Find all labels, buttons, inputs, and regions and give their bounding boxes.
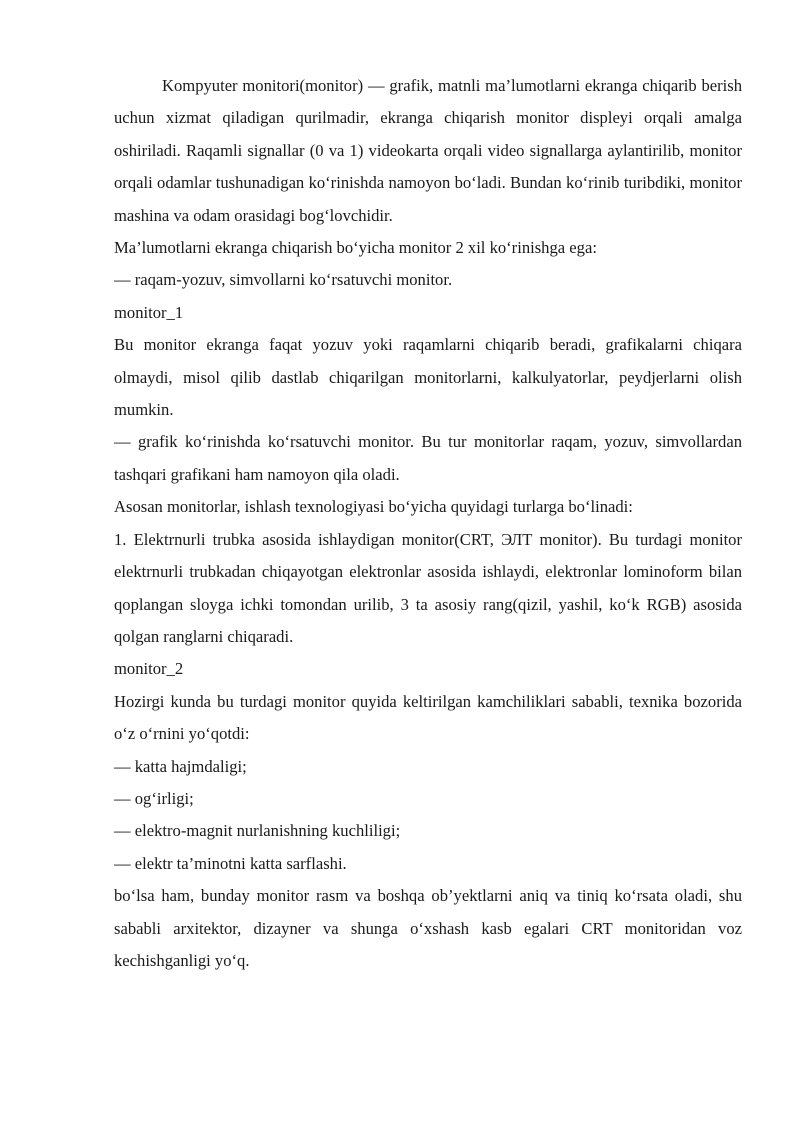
paragraph-crt-monitor: 1. Elektrnurli trubka asosida ishlaydigan monitor(CRT, ЭЛТ monitor). Bu turdagi monitor elektrnurli trubkadan chiqayotgan elektronlar asosida ishlaydi, elektronlar lominoform bilan qoplangan sloyga ichki tomondan urilib, 3 ta asosiy rang(qizil, yashil, ko‘k RGB) asosida qolgan ranglarni chiqaradi. — [114, 529, 742, 646]
list-item-em-radiation: — elektro-magnit nurlanishning kuchliligi; — [114, 821, 401, 841]
list-item-graphic-monitor: — grafik ko‘rinishda ko‘rsatuvchi monitor. Bu tur monitorlar raqam, yozuv, simvollardan tashqari grafikani ham namoyon qila oladi. — [114, 432, 742, 484]
list-item-power-consumption: — elektr ta’minotni katta sarflashi. — [114, 853, 347, 873]
image-caption-monitor-1: monitor_1 — [114, 302, 184, 322]
paragraph-text-monitor-description: Bu monitor ekranga faqat yozuv yoki raqamlarni chiqarib beradi, grafikalarni chiqara olmaydi, misol qilib dastlab chiqarilgan monitorlarni, kalkulyatorlar, peydjerlarni olish mumkin. — [114, 335, 742, 420]
list-item-text-monitor: — raqam-yozuv, simvollarni ko‘rsatuvchi monitor. — [114, 270, 453, 290]
list-item-large-size: — katta hajmdaligi; — [114, 756, 247, 776]
document-body — [114, 70, 742, 977]
paragraph-monitor-types-heading: Ma’lumotlarni ekranga chiqarish bo‘yicha monitor 2 xil ko‘rinishga ega: — [114, 238, 597, 258]
image-caption-monitor-2: monitor_2 — [114, 659, 184, 679]
paragraph-technology-heading: Asosan monitorlar, ishlash texnologiyasi bo‘yicha quyidagi turlarga bo‘linadi: — [114, 497, 633, 517]
paragraph-crt-drawbacks-intro: Hozirgi kunda bu turdagi monitor quyida keltirilgan kamchiliklari sababli, texnika bozorida o‘z o‘rnini yo‘qotdi: — [114, 691, 742, 744]
paragraph-intro: Kompyuter monitori(monitor) — grafik, matnli ma’lumotlarni ekranga chiqarib berish uchun xizmat qiladigan qurilmadir, ekranga chiqarish monitor displeyi orqali amalga oshiriladi. Raqamli signallar (0 va 1) videokarta orqali video signallarga aylantirilib, monitor orqali odamlar tushunadigan ko‘rinishda namoyon bo‘ladi. Bundan ko‘rinib turibdiki, monitor mashina va odam orasidagi bog‘lovchidir. — [114, 76, 742, 225]
list-item-heavy-weight: — og‘irligi; — [114, 788, 194, 808]
paragraph-conclusion: bo‘lsa ham, bunday monitor rasm va boshqa ob’yektlarni aniq va tiniq ko‘rsata oladi, shu sababli arxitektor, dizayner va shunga o‘xshash kasb egalari CRT monitoridan voz kechishganligi yo‘q. — [114, 886, 742, 970]
